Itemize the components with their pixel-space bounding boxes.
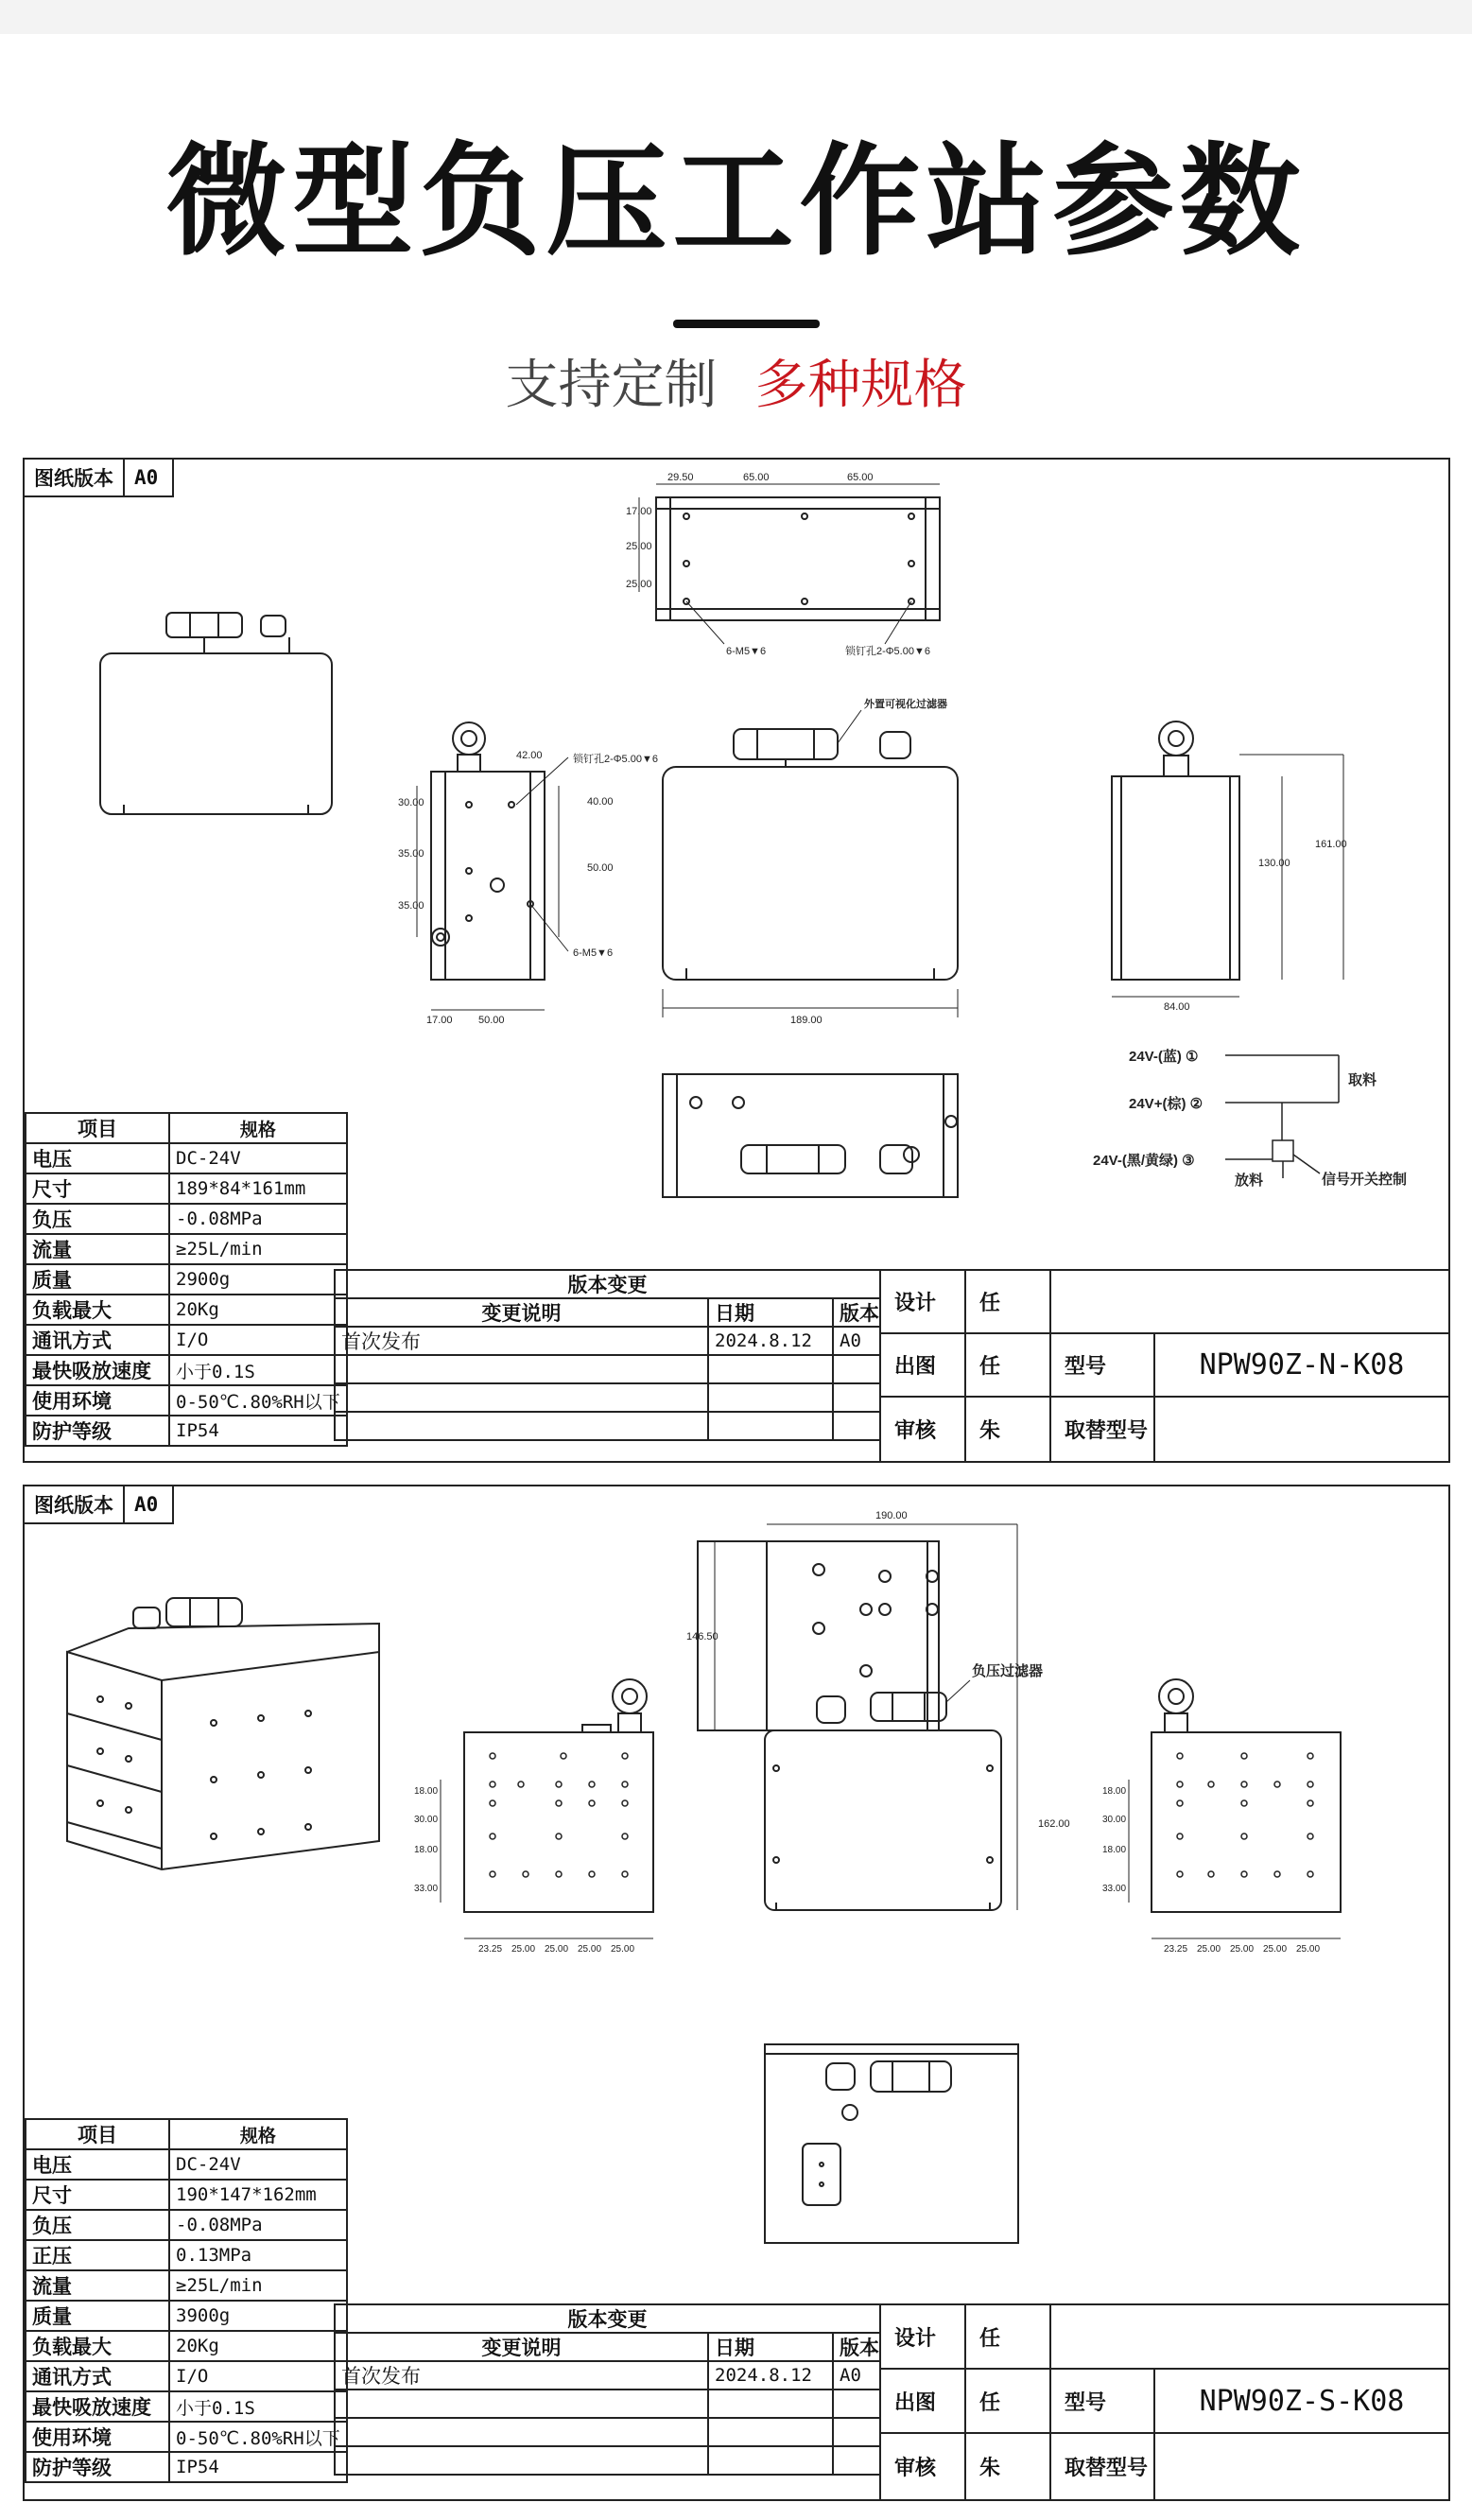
dim-left-b4: 25.00	[578, 1944, 602, 1955]
drawing-sheet-1	[23, 458, 1450, 1463]
callout-filter-2: 负压过滤器	[972, 1663, 1044, 1679]
spec-value: 20Kg	[169, 1295, 347, 1325]
spec-value: -0.08MPa	[169, 2210, 347, 2240]
spec-key: 尺寸	[26, 2180, 169, 2210]
spec-value: 0-50℃.80%RH以下	[169, 1385, 347, 1416]
spec-row	[26, 2210, 347, 2240]
wire-black: 24V-(黑/黄绿) ③	[1093, 1153, 1195, 1169]
revision-date: 2024.8.12	[709, 2362, 834, 2390]
dim-right-b3: 25.00	[1230, 1944, 1255, 1955]
dim-side-2: 30.00	[398, 797, 424, 808]
dim-right-r3: 18.00	[1102, 1845, 1127, 1855]
wire-release: 放料	[1235, 1173, 1264, 1189]
spec-row	[26, 1295, 347, 1325]
side-view-right-holes	[1129, 1753, 1341, 1938]
tb-replace	[1155, 2434, 1450, 2501]
dim-right-b5: 25.00	[1296, 1944, 1321, 1955]
spec-row	[26, 1234, 347, 1264]
dim-side-4: 35.00	[398, 900, 424, 912]
revision-desc: 首次发布	[336, 2362, 709, 2390]
side-view	[417, 722, 568, 1010]
spec-value: DC-24V	[169, 1143, 347, 1173]
tb-design-label: 设计	[881, 2305, 966, 2370]
dim-right-b1: 23.25	[1164, 1944, 1188, 1955]
dim-left-b1: 23.25	[478, 1944, 503, 1955]
spec-value: IP54	[169, 2452, 347, 2482]
tb-replace-label: 取替型号	[1051, 2434, 1155, 2501]
page-subtitle	[0, 355, 1472, 416]
spec-value: 0-50℃.80%RH以下	[169, 2422, 347, 2452]
dim-right-b4: 25.00	[1263, 1944, 1288, 1955]
top-strip	[0, 0, 1472, 34]
dim-left-r2: 30.00	[414, 1815, 439, 1825]
spec-row	[26, 1325, 347, 1355]
side-view-left-holes	[441, 1753, 653, 1938]
spec-key: 通讯方式	[26, 2361, 169, 2391]
spec-key: 质量	[26, 1264, 169, 1295]
dim-top-depth: 146.50	[686, 1631, 719, 1642]
dim-right-r4: 33.00	[1102, 1884, 1127, 1894]
spec-key: 防护等级	[26, 1416, 169, 1446]
tb-drawn-label: 出图	[881, 1334, 966, 1398]
spec-value: 小于0.1S	[169, 2391, 347, 2422]
dim-top-3: 65.00	[847, 472, 874, 483]
spec-table-2	[25, 2118, 348, 2483]
dim-width: 189.00	[790, 1015, 823, 1026]
dim-left-1: 17.00	[626, 506, 652, 517]
revision-col-ver: 版本	[834, 2334, 881, 2362]
revision-title: 版本变更	[336, 1271, 881, 1299]
dim-side-6: 50.00	[587, 862, 614, 874]
spec-row	[26, 1385, 347, 1416]
revision-table-1	[334, 1269, 881, 1441]
tb-model: NPW90Z-N-K08	[1155, 1334, 1450, 1398]
tb-design-by: 任	[966, 2305, 1051, 2370]
spec-key: 负压	[26, 1204, 169, 1234]
title-divider	[673, 320, 820, 328]
spec-row	[26, 2391, 347, 2422]
spec-key: 使用环境	[26, 2422, 169, 2452]
isometric-view	[67, 1598, 379, 1869]
spec-row	[26, 1204, 347, 1234]
revision-date: 2024.8.12	[709, 1328, 834, 1356]
spec-row	[26, 1416, 347, 1446]
spec-row	[26, 1173, 347, 1204]
spec-key: 负压	[26, 2210, 169, 2240]
dim-left-b2: 25.00	[511, 1944, 536, 1955]
spec-value: 189*84*161mm	[169, 1173, 347, 1204]
top-view	[639, 484, 940, 644]
drawing-version-value: A0	[123, 460, 172, 495]
spec-key: 尺寸	[26, 1173, 169, 1204]
tb-design-label: 设计	[881, 1271, 966, 1334]
revision-col-desc: 变更说明	[336, 2334, 709, 2362]
bottom-view	[663, 1074, 958, 1197]
title-block-1	[879, 1269, 1450, 1463]
spec-row	[26, 2361, 347, 2391]
right-view	[1112, 721, 1343, 997]
spec-key: 电压	[26, 1143, 169, 1173]
dim-depth: 84.00	[1164, 1001, 1190, 1013]
revision-col-date: 日期	[709, 2334, 834, 2362]
spec-value: ≥25L/min	[169, 1234, 347, 1264]
spec-key: 最快吸放速度	[26, 2391, 169, 2422]
spec-value: 小于0.1S	[169, 1355, 347, 1385]
spec-row	[26, 2422, 347, 2452]
tb-drawn-by: 任	[966, 1334, 1051, 1398]
dim-side-3: 35.00	[398, 848, 424, 860]
wire-signal: 信号开关控制	[1322, 1172, 1408, 1188]
spec-row	[26, 2452, 347, 2482]
bottom-view	[765, 2044, 1018, 2243]
callout-hole-b: 锁钉孔2-Φ5.00▼6	[845, 646, 930, 657]
spec-row	[26, 2331, 347, 2361]
drawing-version-value: A0	[123, 1486, 172, 1522]
spec-row	[26, 2301, 347, 2331]
wire-blue: 24V-(蓝) ①	[1129, 1049, 1199, 1065]
dim-side-5: 40.00	[587, 796, 614, 808]
tb-review-label: 审核	[881, 1398, 966, 1463]
front-view-left	[100, 613, 332, 814]
tb-design-by: 任	[966, 1271, 1051, 1334]
spec-row	[26, 2240, 347, 2270]
callout-hole-d: 6-M5▼6	[573, 947, 614, 959]
spec-row	[26, 2270, 347, 2301]
dim-top-2: 65.00	[743, 472, 770, 483]
dim-left-2: 25.00	[626, 541, 652, 552]
drawing-version-label: 图纸版本	[34, 467, 113, 490]
revision-col-desc: 变更说明	[336, 1299, 709, 1328]
revision-col-ver: 版本	[834, 1299, 881, 1328]
dim-left-r3: 18.00	[414, 1845, 439, 1855]
spec-header-value: 规格	[169, 1113, 347, 1143]
callout-hole-c: 锁钉孔2-Φ5.00▼6	[573, 754, 658, 765]
spec-key: 通讯方式	[26, 1325, 169, 1355]
callout-filter: 外置可视化过滤器	[864, 699, 947, 710]
dim-side-1: 42.00	[516, 750, 543, 761]
tb-replace	[1155, 1398, 1450, 1463]
tb-review-by: 朱	[966, 1398, 1051, 1463]
spec-value: -0.08MPa	[169, 1204, 347, 1234]
dim-top-width: 190.00	[875, 1510, 908, 1521]
dim-left-r1: 18.00	[414, 1786, 439, 1797]
tb-model: NPW90Z-S-K08	[1155, 2370, 1450, 2434]
tb-replace-label: 取替型号	[1051, 1398, 1155, 1463]
dim-height-1: 161.00	[1315, 839, 1347, 850]
top-view	[698, 1524, 1017, 1730]
spec-key: 负载最大	[26, 2331, 169, 2361]
spec-value: I/O	[169, 2361, 347, 2391]
dim-right-r1: 18.00	[1102, 1786, 1127, 1797]
spec-row	[26, 1264, 347, 1295]
dim-side-7: 17.00	[426, 1015, 453, 1026]
dim-height-2: 130.00	[1258, 858, 1290, 869]
spec-key: 质量	[26, 2301, 169, 2331]
spec-value: 190*147*162mm	[169, 2180, 347, 2210]
tb-review-by: 朱	[966, 2434, 1051, 2501]
subtitle-specs: 多种规格	[754, 355, 967, 416]
spec-row	[26, 1143, 347, 1173]
spec-header-value: 规格	[169, 2119, 347, 2149]
dim-side-8: 50.00	[478, 1015, 505, 1026]
spec-key: 流量	[26, 2270, 169, 2301]
spec-key: 电压	[26, 2149, 169, 2180]
drawing-sheet-2	[23, 1485, 1450, 2501]
tb-model-label: 型号	[1051, 1334, 1155, 1398]
spec-value: 20Kg	[169, 2331, 347, 2361]
dim-right-r2: 30.00	[1102, 1815, 1127, 1825]
revision-table-2	[334, 2303, 881, 2476]
dim-front-height: 162.00	[1038, 1818, 1070, 1830]
spec-key: 使用环境	[26, 1385, 169, 1416]
spec-value: ≥25L/min	[169, 2270, 347, 2301]
revision-title: 版本变更	[336, 2305, 881, 2334]
spec-table-1	[25, 1112, 348, 1447]
drawing-version-label: 图纸版本	[34, 1494, 113, 1517]
spec-key: 正压	[26, 2240, 169, 2270]
spec-value: DC-24V	[169, 2149, 347, 2180]
spec-row	[26, 2180, 347, 2210]
dim-top-1: 29.50	[667, 472, 694, 483]
callout-hole-a: 6-M5▼6	[726, 646, 767, 657]
spec-key: 防护等级	[26, 2452, 169, 2482]
wire-brown: 24V+(棕) ②	[1129, 1096, 1204, 1112]
front-view-main	[765, 1680, 1017, 1910]
page-title: 微型负压工作站参数	[165, 131, 1307, 272]
dim-left-b5: 25.00	[611, 1944, 635, 1955]
revision-ver: A0	[834, 1328, 881, 1356]
spec-row	[26, 2149, 347, 2180]
dim-left-3: 25.00	[626, 579, 652, 590]
spec-value: 2900g	[169, 1264, 347, 1295]
spec-header-item: 项目	[26, 2119, 169, 2149]
tb-drawn-label: 出图	[881, 2370, 966, 2434]
spec-key: 负载最大	[26, 1295, 169, 1325]
tb-review-label: 审核	[881, 2434, 966, 2501]
tb-drawn-by: 任	[966, 2370, 1051, 2434]
wiring-diagram	[1225, 1055, 1339, 1178]
spec-key: 流量	[26, 1234, 169, 1264]
tb-model-label: 型号	[1051, 2370, 1155, 2434]
dim-right-b2: 25.00	[1197, 1944, 1221, 1955]
front-view-main	[663, 710, 958, 1017]
title-block-2	[879, 2303, 1450, 2501]
spec-value: I/O	[169, 1325, 347, 1355]
spec-key: 最快吸放速度	[26, 1355, 169, 1385]
subtitle-customizable: 支持定制	[505, 355, 718, 416]
dim-left-r4: 33.00	[414, 1884, 439, 1894]
spec-value: 3900g	[169, 2301, 347, 2331]
spec-value: IP54	[169, 1416, 347, 1446]
revision-col-date: 日期	[709, 1299, 834, 1328]
spec-header-item: 项目	[26, 1113, 169, 1143]
wire-take: 取料	[1348, 1072, 1377, 1088]
revision-desc: 首次发布	[336, 1328, 709, 1356]
revision-ver: A0	[834, 2362, 881, 2390]
dim-left-b3: 25.00	[545, 1944, 569, 1955]
spec-value: 0.13MPa	[169, 2240, 347, 2270]
spec-row	[26, 1355, 347, 1385]
